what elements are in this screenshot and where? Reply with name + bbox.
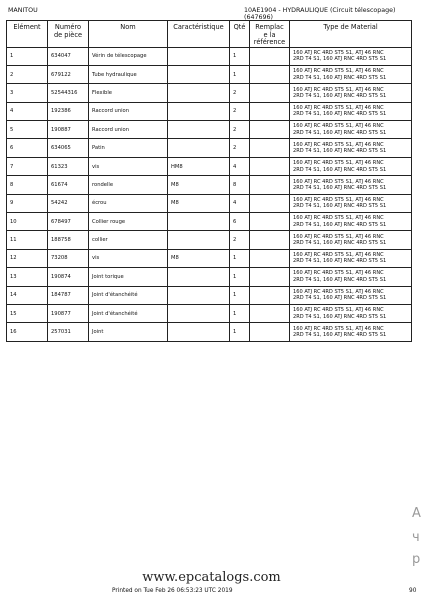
- cell-element: 14: [7, 286, 48, 304]
- cell-replaces: [250, 84, 290, 102]
- table-row: [7, 157, 412, 175]
- cell-element: 3: [7, 84, 48, 102]
- cell-quantity: 2: [230, 231, 250, 249]
- material-line: 2RD T4 S1, 160 ATJ RNC 4RD ST5 S1: [293, 240, 387, 247]
- cell-name: Flexible: [89, 84, 168, 102]
- cell-name: Patin: [89, 139, 168, 157]
- cell-characteristic: [168, 47, 230, 65]
- cell-material-type: [290, 231, 412, 249]
- table-row: [7, 65, 412, 83]
- material-line: 2RD T4 S1, 160 ATJ RNC 4RD ST5 S1: [293, 129, 387, 136]
- cell-material-type: [290, 65, 412, 83]
- side-glyph: р: [412, 552, 421, 567]
- material-line: 160 ATJ RC 4RD ST5 S1, ATJ 46 RNC: [293, 288, 384, 295]
- table-row: [7, 102, 412, 120]
- material-line: 2RD T4 S1, 160 ATJ RNC 4RD ST5 S1: [293, 313, 387, 320]
- material-line: 2RD T4 S1, 160 ATJ RNC 4RD ST5 S1: [293, 166, 387, 173]
- material-line: 160 ATJ RC 4RD ST5 S1, ATJ 46 RNC: [293, 49, 384, 56]
- table-row: [7, 304, 412, 322]
- cell-characteristic: HM8: [168, 157, 230, 175]
- page-number: 90: [409, 588, 417, 594]
- cell-quantity: 6: [230, 213, 250, 231]
- cell-element: 6: [7, 139, 48, 157]
- column-header-name: Nom: [89, 21, 168, 48]
- cell-part-number: 634065: [48, 139, 89, 157]
- printed-date: Printed on Tue Feb 26 06:53:23 UTC 2019: [112, 588, 233, 594]
- cell-material-type: [290, 194, 412, 212]
- cell-characteristic: [168, 65, 230, 83]
- cell-name: Raccord union: [89, 121, 168, 139]
- cell-part-number: 184787: [48, 286, 89, 304]
- cell-replaces: [250, 286, 290, 304]
- table-row: [7, 139, 412, 157]
- cell-replaces: [250, 268, 290, 286]
- material-line: 160 ATJ RC 4RD ST5 S1, ATJ 46 RNC: [293, 86, 384, 93]
- cell-material-type: [290, 157, 412, 175]
- cell-replaces: [250, 194, 290, 212]
- material-line: 2RD T4 S1, 160 ATJ RNC 4RD ST5 S1: [293, 74, 387, 81]
- cell-name: Collier rouge: [89, 213, 168, 231]
- material-line: 2RD T4 S1, 160 ATJ RNC 4RD ST5 S1: [293, 276, 387, 283]
- cell-replaces: [250, 176, 290, 194]
- cell-element: 13: [7, 268, 48, 286]
- cell-material-type: [290, 213, 412, 231]
- table-row: [7, 47, 412, 65]
- column-header-part-number: Numéro de pièce: [48, 21, 89, 48]
- material-line: 160 ATJ RC 4RD ST5 S1, ATJ 46 RNC: [293, 104, 384, 111]
- cell-material-type: [290, 304, 412, 322]
- cell-replaces: [250, 213, 290, 231]
- cell-quantity: 2: [230, 121, 250, 139]
- material-line: 160 ATJ RC 4RD ST5 S1, ATJ 46 RNC: [293, 68, 384, 75]
- table-row: [7, 176, 412, 194]
- cell-part-number: 192386: [48, 102, 89, 120]
- cell-part-number: 679122: [48, 65, 89, 83]
- cell-characteristic: M8: [168, 176, 230, 194]
- cell-part-number: 190874: [48, 268, 89, 286]
- side-glyph: ч: [412, 530, 420, 545]
- material-line: 160 ATJ RC 4RD ST5 S1, ATJ 46 RNC: [293, 215, 384, 222]
- cell-name: Joint d'étanchéité: [89, 304, 168, 322]
- cell-replaces: [250, 65, 290, 83]
- table-row: [7, 249, 412, 267]
- cell-characteristic: [168, 286, 230, 304]
- cell-characteristic: [168, 102, 230, 120]
- cell-replaces: [250, 121, 290, 139]
- cell-name: Vérin de télescopage: [89, 47, 168, 65]
- material-line: 160 ATJ RC 4RD ST5 S1, ATJ 46 RNC: [293, 307, 384, 314]
- document-title: 10AE1904 - HYDRAULIQUE (Circuit télescopage) (647696): [244, 7, 396, 21]
- material-line: 160 ATJ RC 4RD ST5 S1, ATJ 46 RNC: [293, 123, 384, 130]
- table-row: [7, 286, 412, 304]
- watermark-url: www.epcatalogs.com: [142, 570, 281, 585]
- cell-name: Joint d'étanchéité: [89, 286, 168, 304]
- parts-table: [6, 20, 412, 342]
- cell-element: 1: [7, 47, 48, 65]
- cell-quantity: 4: [230, 157, 250, 175]
- cell-characteristic: [168, 139, 230, 157]
- cell-part-number: 61323: [48, 157, 89, 175]
- material-line: 2RD T4 S1, 160 ATJ RNC 4RD ST5 S1: [293, 56, 387, 63]
- cell-characteristic: [168, 213, 230, 231]
- material-line: 2RD T4 S1, 160 ATJ RNC 4RD ST5 S1: [293, 295, 387, 302]
- cell-element: 5: [7, 121, 48, 139]
- cell-part-number: 61674: [48, 176, 89, 194]
- cell-part-number: 634047: [48, 47, 89, 65]
- table-row: [7, 194, 412, 212]
- cell-element: 16: [7, 323, 48, 341]
- material-line: 2RD T4 S1, 160 ATJ RNC 4RD ST5 S1: [293, 111, 387, 118]
- cell-element: 10: [7, 213, 48, 231]
- cell-name: collier: [89, 231, 168, 249]
- cell-replaces: [250, 102, 290, 120]
- cell-name: Raccord union: [89, 102, 168, 120]
- column-header-element: Elément: [7, 21, 48, 48]
- cell-quantity: 1: [230, 304, 250, 322]
- cell-quantity: 1: [230, 47, 250, 65]
- cell-part-number: 678497: [48, 213, 89, 231]
- cell-material-type: [290, 268, 412, 286]
- cell-name: écrou: [89, 194, 168, 212]
- cell-characteristic: [168, 84, 230, 102]
- cell-material-type: [290, 121, 412, 139]
- cell-name: Tube hydraulique: [89, 65, 168, 83]
- cell-material-type: [290, 139, 412, 157]
- cell-quantity: 1: [230, 286, 250, 304]
- cell-characteristic: [168, 121, 230, 139]
- cell-material-type: [290, 249, 412, 267]
- material-line: 160 ATJ RC 4RD ST5 S1, ATJ 46 RNC: [293, 325, 384, 332]
- cell-name: rondelle: [89, 176, 168, 194]
- cell-characteristic: [168, 268, 230, 286]
- brand-name: MANITOU: [8, 7, 38, 14]
- material-line: 160 ATJ RC 4RD ST5 S1, ATJ 46 RNC: [293, 270, 384, 277]
- side-glyph: A: [412, 506, 421, 521]
- cell-name: vis: [89, 157, 168, 175]
- cell-part-number: 188758: [48, 231, 89, 249]
- cell-material-type: [290, 176, 412, 194]
- material-line: 160 ATJ RC 4RD ST5 S1, ATJ 46 RNC: [293, 196, 384, 203]
- cell-quantity: 2: [230, 139, 250, 157]
- table-row: [7, 231, 412, 249]
- cell-characteristic: M8: [168, 249, 230, 267]
- cell-replaces: [250, 47, 290, 65]
- material-line: 160 ATJ RC 4RD ST5 S1, ATJ 46 RNC: [293, 252, 384, 259]
- cell-part-number: 190877: [48, 304, 89, 322]
- table-row: [7, 213, 412, 231]
- material-line: 160 ATJ RC 4RD ST5 S1, ATJ 46 RNC: [293, 141, 384, 148]
- cell-material-type: [290, 47, 412, 65]
- cell-element: 9: [7, 194, 48, 212]
- cell-element: 15: [7, 304, 48, 322]
- cell-quantity: 2: [230, 102, 250, 120]
- cell-element: 7: [7, 157, 48, 175]
- cell-element: 4: [7, 102, 48, 120]
- column-header-material-type: Type de Material: [290, 21, 412, 48]
- cell-name: Joint: [89, 323, 168, 341]
- cell-element: 8: [7, 176, 48, 194]
- material-line: 160 ATJ RC 4RD ST5 S1, ATJ 46 RNC: [293, 160, 384, 167]
- material-line: 2RD T4 S1, 160 ATJ RNC 4RD ST5 S1: [293, 92, 387, 99]
- table-header-row: [7, 21, 412, 48]
- cell-replaces: [250, 139, 290, 157]
- cell-material-type: [290, 102, 412, 120]
- material-line: 160 ATJ RC 4RD ST5 S1, ATJ 46 RNC: [293, 233, 384, 240]
- cell-quantity: 1: [230, 249, 250, 267]
- cell-quantity: 1: [230, 323, 250, 341]
- cell-quantity: 2: [230, 84, 250, 102]
- table-row: [7, 323, 412, 341]
- cell-replaces: [250, 157, 290, 175]
- cell-name: vis: [89, 249, 168, 267]
- column-header-replaces: Remplac e la référence: [250, 21, 290, 48]
- cell-characteristic: M8: [168, 194, 230, 212]
- column-header-characteristic: Caractéristique: [168, 21, 230, 48]
- material-line: 2RD T4 S1, 160 ATJ RNC 4RD ST5 S1: [293, 203, 387, 210]
- cell-quantity: 1: [230, 65, 250, 83]
- material-line: 2RD T4 S1, 160 ATJ RNC 4RD ST5 S1: [293, 148, 387, 155]
- cell-replaces: [250, 249, 290, 267]
- cell-part-number: 52544316: [48, 84, 89, 102]
- table-row: [7, 84, 412, 102]
- cell-name: Joint torique: [89, 268, 168, 286]
- cell-material-type: [290, 323, 412, 341]
- cell-replaces: [250, 304, 290, 322]
- cell-characteristic: [168, 323, 230, 341]
- cell-quantity: 1: [230, 268, 250, 286]
- cell-characteristic: [168, 304, 230, 322]
- material-line: 2RD T4 S1, 160 ATJ RNC 4RD ST5 S1: [293, 221, 387, 228]
- table-row: [7, 268, 412, 286]
- material-line: 2RD T4 S1, 160 ATJ RNC 4RD ST5 S1: [293, 332, 387, 339]
- cell-material-type: [290, 286, 412, 304]
- column-header-quantity: Qté: [230, 21, 250, 48]
- parts-table-body: [7, 47, 412, 341]
- cell-quantity: 4: [230, 194, 250, 212]
- cell-part-number: 257031: [48, 323, 89, 341]
- cell-material-type: [290, 84, 412, 102]
- material-line: 160 ATJ RC 4RD ST5 S1, ATJ 46 RNC: [293, 178, 384, 185]
- table-row: [7, 121, 412, 139]
- cell-element: 11: [7, 231, 48, 249]
- cell-part-number: 73208: [48, 249, 89, 267]
- cell-part-number: 54242: [48, 194, 89, 212]
- material-line: 2RD T4 S1, 160 ATJ RNC 4RD ST5 S1: [293, 258, 387, 265]
- cell-replaces: [250, 323, 290, 341]
- cell-part-number: 190887: [48, 121, 89, 139]
- cell-replaces: [250, 231, 290, 249]
- cell-characteristic: [168, 231, 230, 249]
- material-line: 2RD T4 S1, 160 ATJ RNC 4RD ST5 S1: [293, 184, 387, 191]
- cell-element: 2: [7, 65, 48, 83]
- cell-element: 12: [7, 249, 48, 267]
- cell-quantity: 8: [230, 176, 250, 194]
